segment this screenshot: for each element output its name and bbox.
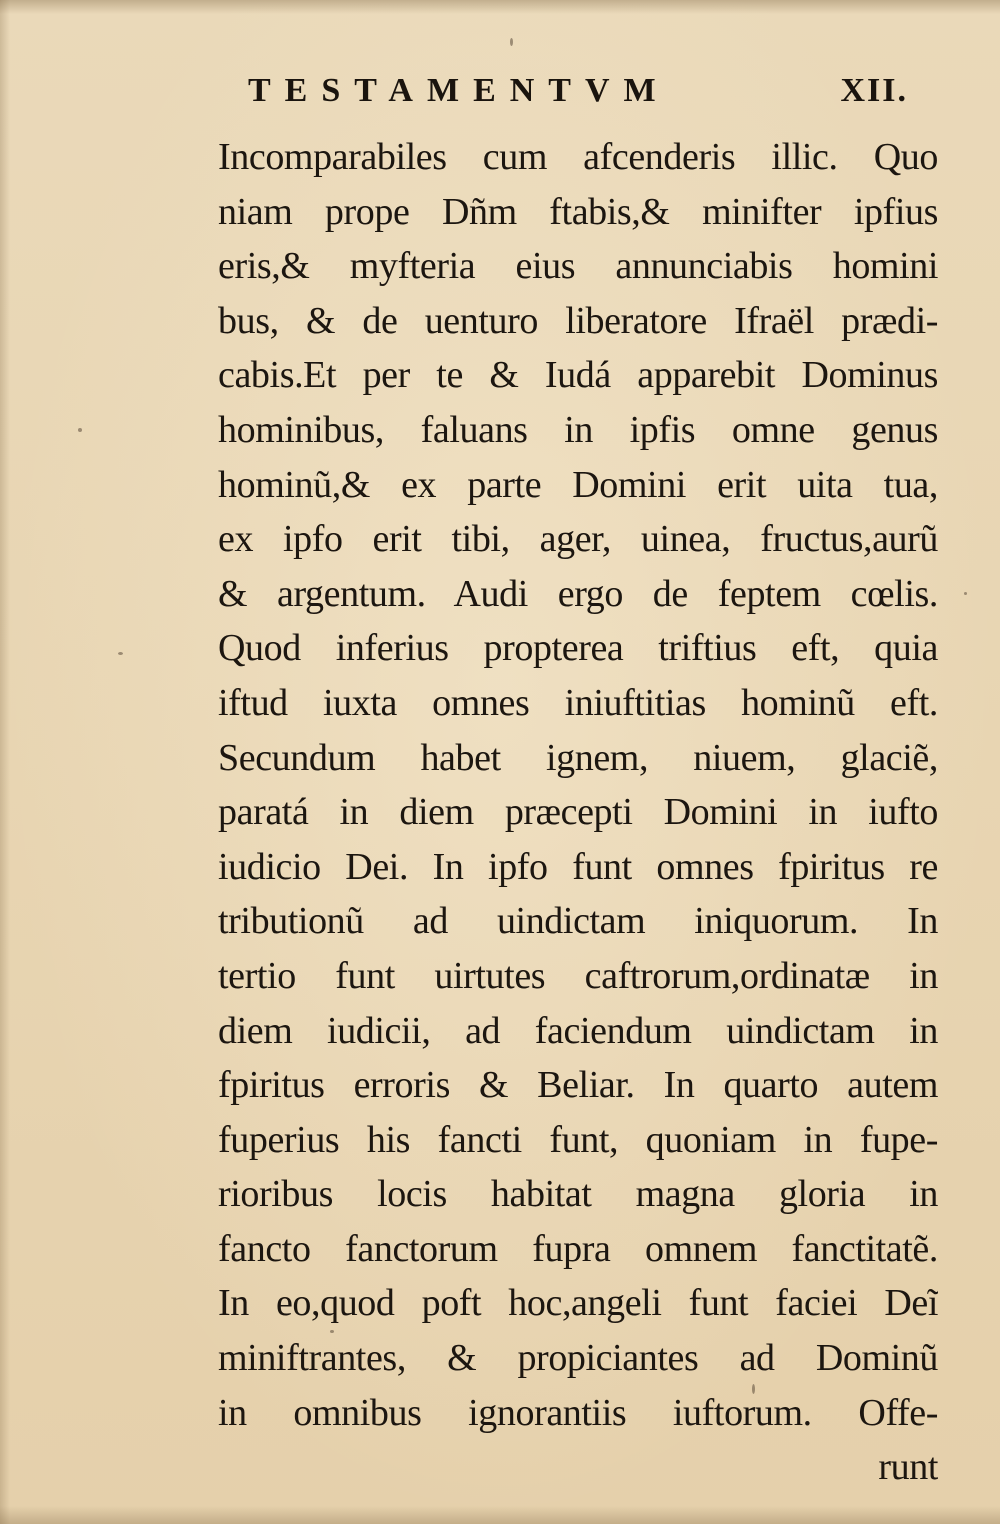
text-line: eris,& myfteria eius annunciabis homini <box>218 245 938 288</box>
text-line: hominibus, faluans in ipfis omne genus <box>218 408 938 451</box>
text-line: niam prope Dñm ftabis,& minifter ipfius <box>218 190 938 233</box>
text-line: rioribus locis habitat magna gloria in <box>218 1173 938 1216</box>
text-line: In eo,quod poft hoc,angeli funt faciei Deĩ <box>218 1282 938 1325</box>
catchword: runt <box>878 1446 938 1489</box>
text-line: miniftrantes, & propiciantes ad Dominũ <box>218 1337 938 1380</box>
page-bottom-shadow <box>0 1506 1000 1524</box>
text-line: Secundum habet ignem, niuem, glaciẽ, <box>218 736 938 779</box>
text-line: diem iudicii, ad faciendum uindictam in <box>218 1009 938 1052</box>
text-line: tributionũ ad uindictam iniquorum. In <box>218 900 938 943</box>
page-top-shadow <box>0 0 1000 14</box>
page-left-shadow <box>0 0 10 1524</box>
paper-speck <box>964 592 967 595</box>
text-line: fuperius his fancti funt, quoniam in fupe- <box>218 1118 938 1161</box>
text-line: iudicio Dei. In ipfo funt omnes fpiritus re <box>218 845 938 888</box>
text-line: bus, & de uenturo liberatore Ifraël prædi- <box>218 299 938 342</box>
paper-speck <box>118 652 123 655</box>
running-head-title: TESTAMENTVM <box>248 72 670 109</box>
text-line: cabis.Et per te & Iudá apparebit Dominus <box>218 354 938 397</box>
text-line: paratá in diem præcepti Domini in iufto <box>218 791 938 834</box>
text-line: tertio funt uirtutes caftrorum,ordinatæ in <box>218 954 938 997</box>
text-line: iftud iuxta omnes iniuftitias hominũ eft. <box>218 681 938 724</box>
text-line: & argentum. Audi ergo de feptem cœlis. <box>218 572 938 615</box>
body-text <box>218 130 938 1495</box>
text-line: hominũ,& ex parte Domini erit uita tua, <box>218 463 938 506</box>
text-line: Incomparabiles cum afcenderis illic. Quo <box>218 136 938 178</box>
paper-speck <box>510 38 513 46</box>
text-line: in omnibus ignorantiis iuftorum. Offe- <box>218 1391 938 1434</box>
text-line: fancto fanctorum fupra omnem fanctitatẽ. <box>218 1227 938 1270</box>
folio-number: XII. <box>840 72 908 109</box>
paper-speck <box>78 428 82 432</box>
text-line: Quod inferius propterea triftius eft, quia <box>218 627 938 670</box>
text-line: fpiritus erroris & Beliar. In quarto autem <box>218 1064 938 1107</box>
text-line: ex ipfo erit tibi, ager, uinea, fructus,aurũ <box>218 518 938 561</box>
running-head <box>248 66 908 116</box>
